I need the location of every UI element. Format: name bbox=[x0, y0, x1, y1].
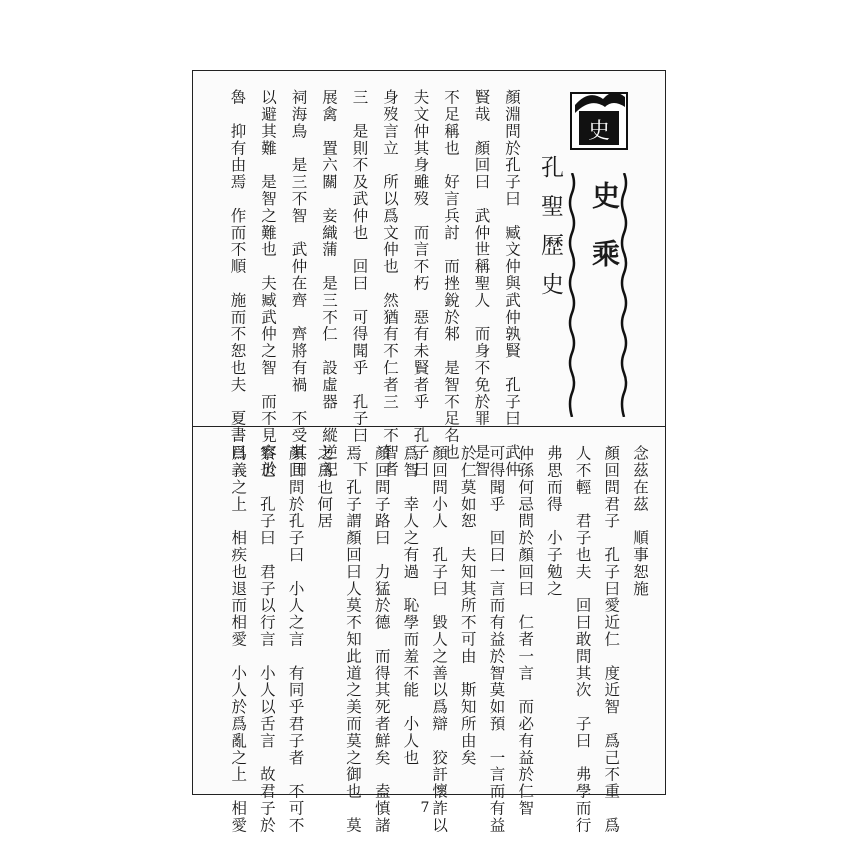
text-column: 仲孫何忌問於顏回曰 仁者一言 而必有益於仁智 bbox=[516, 445, 535, 817]
text-column: 念茲在茲 順事恕施 bbox=[631, 445, 649, 598]
left-ornament-border bbox=[619, 173, 629, 417]
text-column: 顏回問子路曰 力猛於德 而得其死者鮮矣 盍慎諸 bbox=[372, 445, 391, 834]
upper-half bbox=[193, 71, 665, 478]
text-column: 顏淵問於孔子曰 臧文仲與武仲孰賢 孔子曰 武仲 bbox=[503, 89, 521, 478]
lower-half bbox=[193, 427, 665, 834]
text-column: 不足稱也 好言兵討 而挫銳於邾 是智不足名也 bbox=[442, 89, 460, 461]
text-column: 爲義之上 相疾也退而相愛 小人於爲亂之上 相愛 bbox=[229, 445, 248, 834]
text-column: 焉 孔子謂顏回曰人莫不知此道之美而莫之御也 莫 bbox=[344, 445, 362, 834]
text-column: 以避其難 是智之難也 夫臧武仲之智 而不見容於 bbox=[259, 89, 277, 478]
text-column: 人不輕 君子也夫 回曰敢問其次 子曰 弗學而行 bbox=[573, 445, 592, 834]
text-column: 賢哉 顏回曰 武仲世稱聖人 而身不免於罪 是智 bbox=[472, 89, 491, 478]
text-column: 於仁莫如恕 夫知其所不可由 斯知所由矣 bbox=[458, 445, 477, 767]
text-column: 身歿言立 所以爲文仲也 然猶有不仁者三 不智者 bbox=[381, 89, 399, 478]
text-column: 展禽 置六關 妾織蒲 是三不仁 設虛器 縱逆祀 bbox=[320, 89, 338, 478]
emblem-icon bbox=[569, 85, 629, 155]
text-column: 顏回問君子 孔子曰愛近仁 度近智 爲己不重 爲 bbox=[602, 445, 621, 834]
text-column: 之爲也何居 bbox=[315, 445, 334, 530]
section-title: 史乘 bbox=[588, 181, 621, 297]
text-column: 祠海鳥 是三不智 武仲在齊 齊將有禍 不受其田 bbox=[289, 89, 308, 478]
text-column: 弗思而得 小子勉之 bbox=[544, 445, 563, 598]
text-column: 可得聞乎 回曰一言而有益於智莫如預 一言而有益 bbox=[487, 445, 506, 834]
article-title: 孔聖歷史 bbox=[537, 155, 563, 311]
text-column: 魯 抑有由焉 作而不順 施而不恕也夫 夏書曰 bbox=[228, 89, 247, 461]
text-column: 顏回問於孔子曰 小人之言 有同乎君子者 不可不 bbox=[286, 445, 305, 834]
text-column: 爲智 幸人之有過 恥學而羞不能 小人也 bbox=[401, 445, 420, 767]
emblem-label: 史 bbox=[587, 119, 611, 144]
page-frame bbox=[192, 70, 666, 834]
text-column: 顏回問小人 孔子曰 毀人之善以爲辯 狡訐懷詐以 bbox=[430, 445, 449, 834]
page-number: 7 bbox=[420, 800, 430, 816]
text-column: 三 是則不及武仲也 回曰 可得聞乎 孔子曰 下 bbox=[350, 89, 369, 478]
right-ornament-border bbox=[567, 173, 577, 417]
text-column: 察也 孔子曰 君子以行言 小人以舌言 故君子於 bbox=[257, 445, 276, 834]
text-column: 夫文仲其身雖歿 而言不朽 惡有未賢者乎 孔子曰 bbox=[411, 89, 430, 478]
